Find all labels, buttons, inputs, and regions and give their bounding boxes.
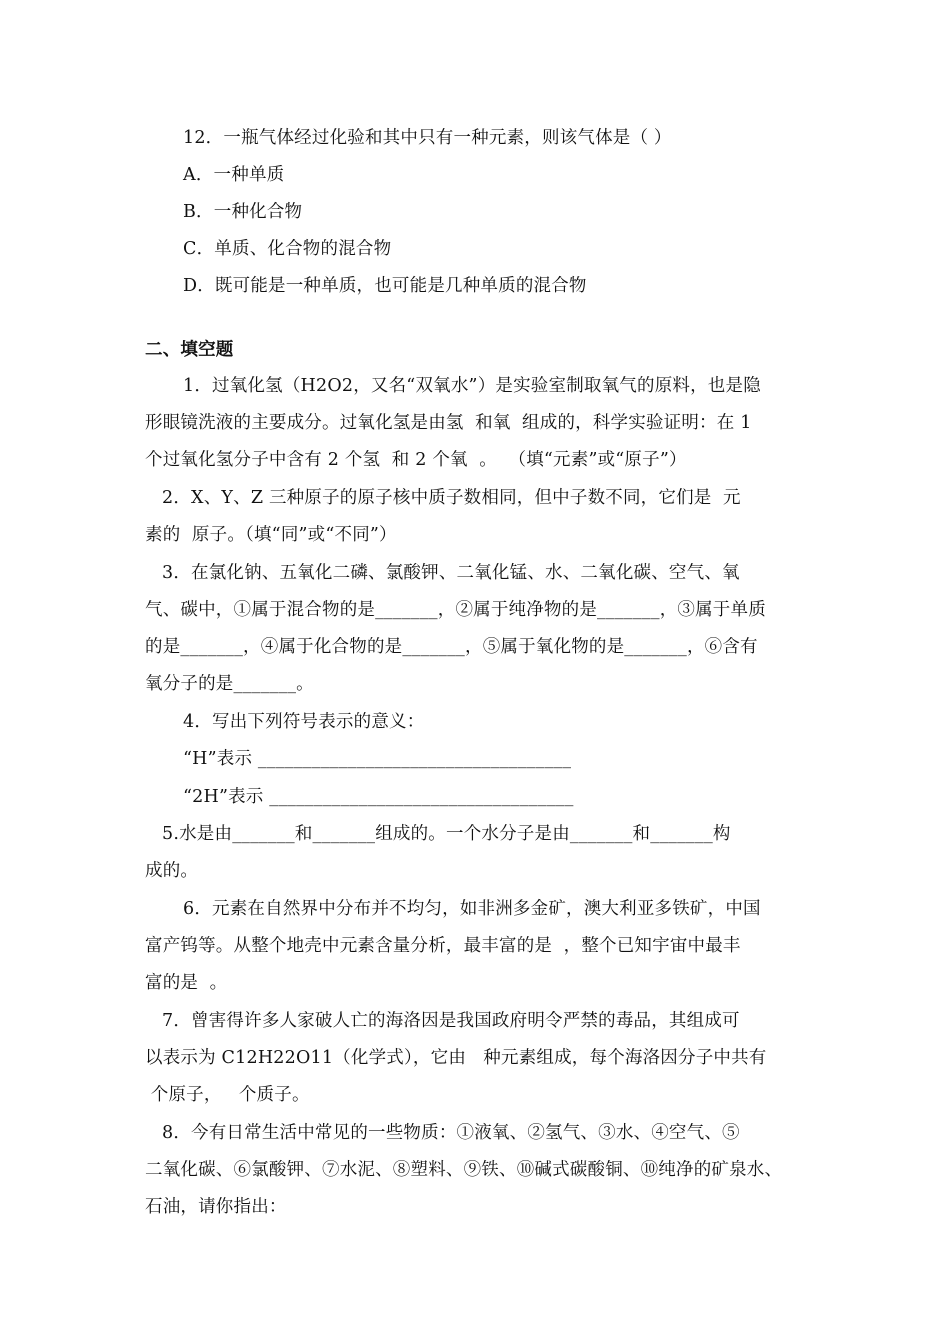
q12-stem: 12．一瓶气体经过化验和其中只有一种元素，则该气体是（ ） xyxy=(183,128,672,148)
q3-line-1: 3．在氯化钠、五氧化二磷、氯酸钾、二氧化锰、水、二氧化碳、空气、氧 xyxy=(162,563,740,583)
q12-option-b: B．一种化合物 xyxy=(183,202,303,222)
q6-line-1: 6．元素在自然界中分布并不均匀，如非洲多金矿，澳大利亚多铁矿，中国 xyxy=(183,899,761,919)
q12-option-c: C．单质、化合物的混合物 xyxy=(183,239,392,259)
q8-line-3: 石油，请你指出： xyxy=(145,1197,287,1217)
q1-line-1: 1．过氧化氢（H2O2，又名“双氧水”）是实验室制取氧气的原料，也是隐 xyxy=(183,376,761,396)
section-title: 二、填空题 xyxy=(145,340,234,360)
q3-line-4: 氧分子的是_______。 xyxy=(145,674,314,694)
q2-line-1: 2．X、Y、Z 三种原子的原子核中质子数相同，但中子数不同，它们是 元 xyxy=(162,488,741,508)
q4-line-1: 4．写出下列符号表示的意义： xyxy=(183,712,425,732)
q4-line-3: “2H”表示 __________________________________ xyxy=(183,787,574,807)
q12-option-d: D．既可能是一种单质，也可能是几种单质的混合物 xyxy=(183,276,587,296)
q8-line-2: 二氧化碳、⑥氯酸钾、⑦水泥、⑧塑料、⑨铁、⑩碱式碳酸铜、⑩纯净的矿泉水、 xyxy=(145,1160,783,1180)
q2-line-2: 素的 原子。（填“同”或“不同”） xyxy=(145,525,397,545)
q5-line-2: 成的。 xyxy=(145,861,199,881)
q4-line-2: “H”表示 ___________________________________ xyxy=(183,749,572,769)
q5-line-1: 5.水是由_______和_______组成的。一个水分子是由_______和_______构 xyxy=(162,824,731,844)
q7-line-1: 7．曾害得许多人家破人亡的海洛因是我国政府明令严禁的毒品，其组成可 xyxy=(162,1011,740,1031)
q12-option-a: A．一种单质 xyxy=(183,165,285,185)
q1-line-2: 形眼镜洗液的主要成分。过氧化氢是由氢 和氧 组成的，科学实验证明：在 1 xyxy=(145,413,752,433)
q7-line-2: 以表示为 C12H22O11（化学式），它由 种元素组成，每个海洛因分子中共有 xyxy=(145,1048,767,1068)
q3-line-2: 气、碳中，①属于混合物的是_______，②属于纯净物的是_______，③属于单质 xyxy=(145,600,766,620)
q6-line-3: 富的是 。 xyxy=(145,973,228,993)
q7-line-3: 个原子， 个质子。 xyxy=(145,1085,310,1105)
q1-line-3: 个过氧化氢分子中含有 2 个氢 和 2 个氧 。 （填“元素”或“原子”） xyxy=(145,450,687,470)
q8-line-1: 8．今有日常生活中常见的一些物质：①液氧、②氢气、③水、④空气、⑤ xyxy=(162,1123,740,1143)
q6-line-2: 富产钨等。从整个地壳中元素含量分析，最丰富的是 ，整个已知宇宙中最丰 xyxy=(145,936,741,956)
q3-line-3: 的是_______，④属于化合物的是_______，⑤属于氧化物的是_______，⑥含有 xyxy=(145,637,758,657)
